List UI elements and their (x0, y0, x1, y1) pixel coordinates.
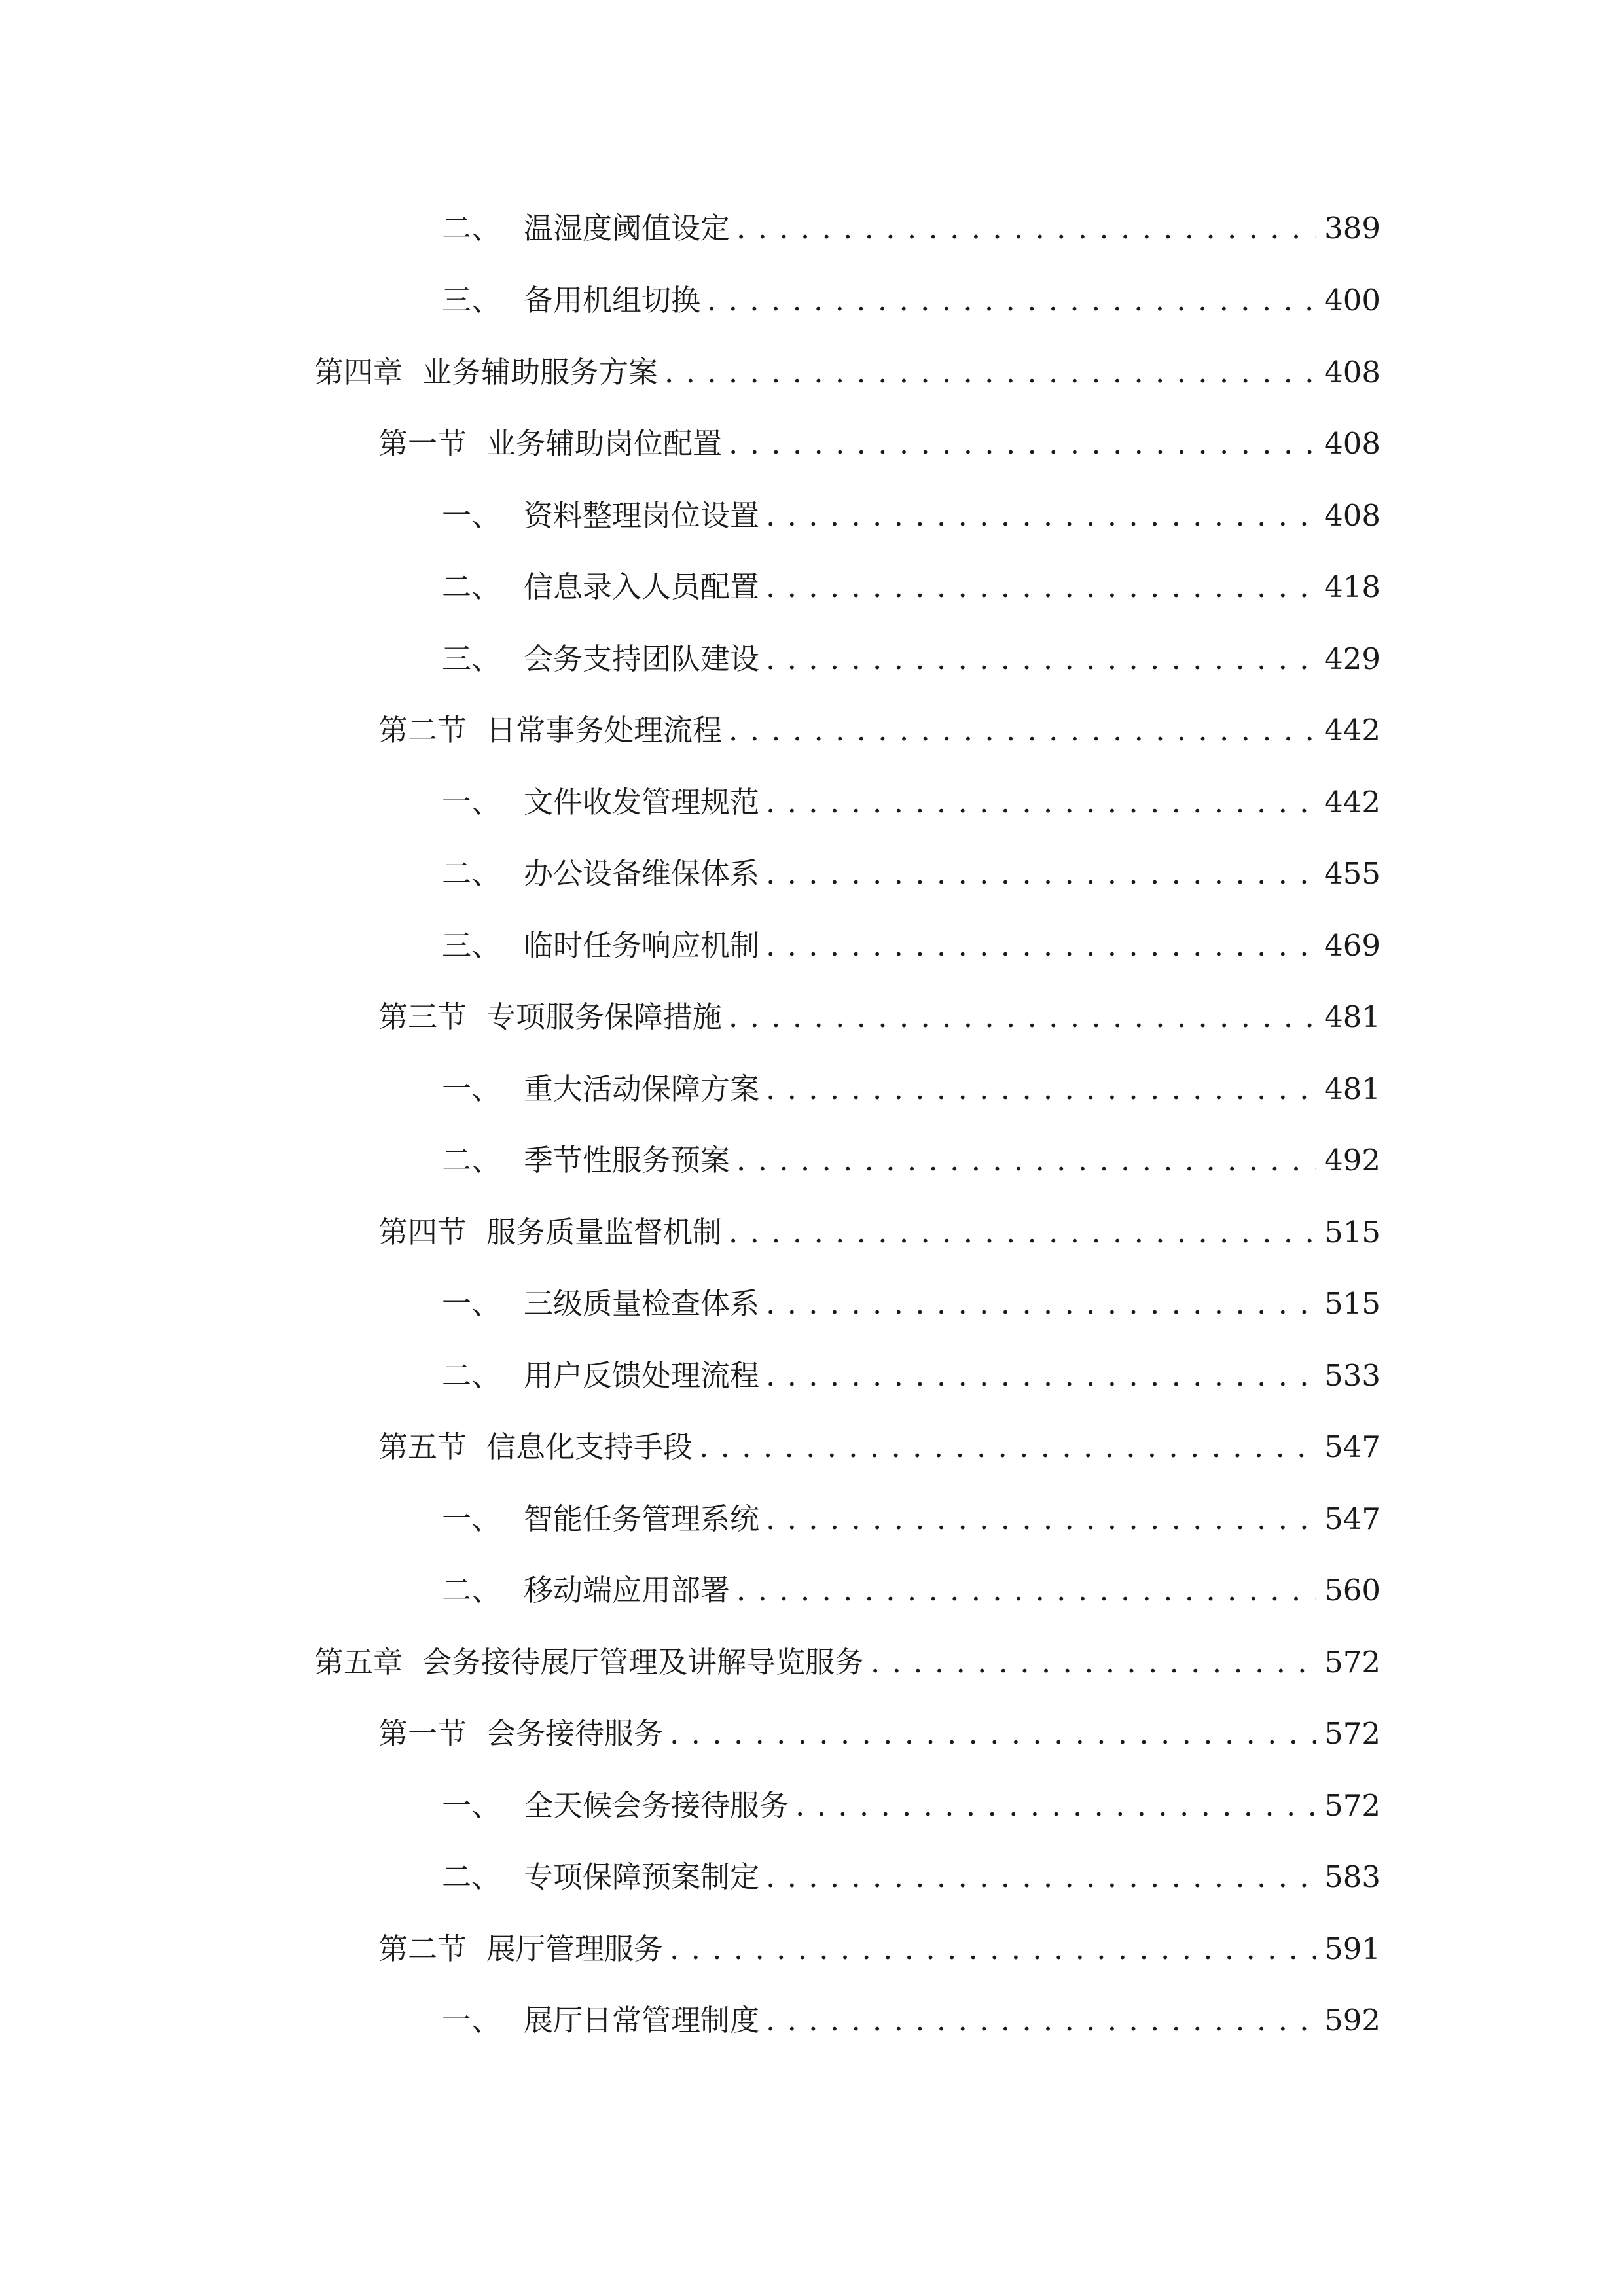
dot-leader (670, 1926, 1316, 1972)
toc-chapter-title: 会务接待展厅管理及讲解导览服务 (422, 1645, 865, 1679)
toc-entry-label (442, 1496, 759, 1542)
toc-entry-page-number: 560 (1324, 1573, 1380, 1607)
toc-entry-number: 三、 (442, 283, 501, 317)
toc-entry[interactable] (442, 851, 1380, 897)
toc-entry-label (442, 1353, 759, 1399)
toc-entry-page-number: 481 (1324, 1071, 1380, 1106)
dot-leader (766, 636, 1316, 682)
toc-entry-label (378, 708, 722, 753)
toc-entry-page-number: 469 (1324, 928, 1380, 963)
toc-entry-number: 三、 (442, 928, 501, 963)
toc-entry[interactable] (442, 636, 1380, 682)
toc-entry-page-number: 533 (1324, 1358, 1380, 1393)
toc-entry-number: 一、 (442, 2003, 501, 2037)
toc-entry[interactable] (442, 278, 1380, 323)
toc-entry-label (378, 1210, 722, 1255)
toc-entry-title: 重大活动保障方案 (524, 1071, 760, 1106)
toc-entry-page-number: 572 (1324, 1716, 1380, 1751)
dot-leader (736, 1138, 1316, 1183)
dot-leader (766, 1998, 1316, 2043)
dot-leader (766, 493, 1316, 539)
toc-section-number: 第一节 (378, 426, 467, 461)
dot-leader (766, 923, 1316, 969)
toc-entry-title: 展厅日常管理制度 (524, 2003, 760, 2037)
toc-entry[interactable] (442, 1783, 1380, 1829)
toc-entry-number: 一、 (442, 785, 501, 819)
toc-entry-number: 一、 (442, 1286, 501, 1321)
toc-entry-label (442, 1854, 759, 1900)
toc-entry-page-number: 429 (1324, 641, 1380, 676)
toc-section-number: 第四节 (378, 1215, 467, 1249)
toc-entry[interactable] (442, 1066, 1380, 1112)
toc-entry[interactable] (442, 1281, 1380, 1327)
toc-section-entry[interactable] (378, 708, 1380, 753)
toc-entry-title: 全天候会务接待服务 (524, 1788, 789, 1823)
toc-entry[interactable] (442, 1568, 1380, 1613)
dot-leader (871, 1640, 1316, 1685)
toc-entry-label (442, 1281, 759, 1327)
dot-leader (664, 350, 1316, 395)
toc-entry-page-number: 492 (1324, 1143, 1380, 1177)
toc-entry-number: 二、 (442, 1143, 501, 1177)
toc-section-title: 信息化支持手段 (486, 1429, 693, 1464)
toc-entry-label (442, 1138, 730, 1183)
toc-section-number: 第三节 (378, 999, 467, 1034)
toc-section-title: 服务质量监督机制 (486, 1215, 723, 1249)
toc-entry-title: 信息录入人员配置 (524, 569, 760, 604)
dot-leader (766, 1854, 1316, 1900)
toc-entry-page-number: 583 (1324, 1859, 1380, 1894)
toc-entry[interactable] (442, 1496, 1380, 1542)
toc-entry-number: 三、 (442, 641, 501, 676)
toc-entry-page-number: 547 (1324, 1501, 1380, 1536)
toc-section-entry[interactable] (378, 1711, 1380, 1757)
toc-entry-title: 专项保障预案制定 (524, 1859, 760, 1894)
toc-entry-label (442, 923, 759, 969)
toc-entry[interactable] (442, 206, 1380, 251)
toc-entry-label (378, 994, 722, 1040)
toc-entry-number: 二、 (442, 1859, 501, 1894)
toc-entry-label (442, 278, 700, 323)
toc-entry-page-number: 408 (1324, 355, 1380, 389)
toc-entry[interactable] (442, 1353, 1380, 1399)
toc-entry-label (314, 1640, 864, 1685)
toc-entry-label (442, 780, 759, 825)
toc-entry-page-number: 515 (1324, 1286, 1380, 1321)
toc-entry-label (442, 564, 759, 610)
toc-entry-page-number: 572 (1324, 1645, 1380, 1679)
toc-entry-label (442, 851, 759, 897)
dot-leader (729, 994, 1316, 1040)
toc-entry-page-number: 418 (1324, 569, 1380, 604)
dot-leader (766, 780, 1316, 825)
dot-leader (795, 1783, 1316, 1829)
toc-section-title: 专项服务保障措施 (486, 999, 723, 1034)
toc-entry-page-number: 547 (1324, 1429, 1380, 1464)
dot-leader (736, 206, 1316, 251)
toc-entry-number: 二、 (442, 569, 501, 604)
toc-entry-page-number: 442 (1324, 785, 1380, 819)
dot-leader (699, 1424, 1316, 1470)
toc-chapter-number: 第五章 (314, 1645, 403, 1679)
toc-entry-title: 智能任务管理系统 (524, 1501, 760, 1536)
toc-section-entry[interactable] (378, 1926, 1380, 1972)
toc-entry-page-number: 455 (1324, 856, 1380, 891)
toc-entry-page-number: 408 (1324, 498, 1380, 533)
toc-entry[interactable] (442, 1998, 1380, 2043)
toc-entry-label (378, 1926, 663, 1972)
toc-entry-title: 三级质量检查体系 (524, 1286, 760, 1321)
toc-entry-number: 二、 (442, 1573, 501, 1607)
toc-section-entry[interactable] (378, 1210, 1380, 1255)
toc-entry-title: 会务支持团队建设 (524, 641, 760, 676)
dot-leader (670, 1711, 1316, 1757)
dot-leader (766, 851, 1316, 897)
dot-leader (766, 1496, 1316, 1542)
toc-entry-label (442, 1998, 759, 2043)
dot-leader (766, 564, 1316, 610)
dot-leader (729, 1210, 1316, 1255)
toc-entry-title: 季节性服务预案 (524, 1143, 731, 1177)
toc-entry-page-number: 400 (1324, 283, 1380, 317)
toc-entry[interactable] (442, 564, 1380, 610)
toc-entry-title: 温湿度阈值设定 (524, 211, 731, 245)
dot-leader (736, 1568, 1316, 1613)
toc-chapter-entry[interactable] (314, 350, 1380, 395)
toc-entry-page-number: 408 (1324, 426, 1380, 461)
toc-entry-title: 备用机组切换 (524, 283, 701, 317)
toc-section-title: 日常事务处理流程 (486, 713, 723, 747)
toc-entry-page-number: 592 (1324, 2003, 1380, 2037)
toc-entry-title: 办公设备维保体系 (524, 856, 760, 891)
toc-entry-label (442, 206, 730, 251)
toc-entry-number: 一、 (442, 1501, 501, 1536)
toc-entry-title: 移动端应用部署 (524, 1573, 731, 1607)
toc-entry-number: 二、 (442, 211, 501, 245)
toc-entry-page-number: 481 (1324, 999, 1380, 1034)
toc-entry-title: 资料整理岗位设置 (524, 498, 760, 533)
toc-section-number: 第二节 (378, 713, 467, 747)
toc-entry-label (442, 636, 759, 682)
toc-entry-page-number: 572 (1324, 1788, 1380, 1823)
toc-section-entry[interactable] (378, 1424, 1380, 1470)
toc-entry-page-number: 442 (1324, 713, 1380, 747)
toc-chapter-title: 业务辅助服务方案 (422, 355, 659, 389)
toc-chapter-entry[interactable] (314, 1640, 1380, 1685)
toc-entry[interactable] (442, 1138, 1380, 1183)
toc-section-number: 第五节 (378, 1429, 467, 1464)
toc-entry-number: 一、 (442, 1071, 501, 1106)
dot-leader (766, 1281, 1316, 1327)
dot-leader (766, 1066, 1316, 1112)
toc-section-number: 第一节 (378, 1716, 467, 1751)
toc-entry-page-number: 591 (1324, 1931, 1380, 1966)
toc-section-number: 第二节 (378, 1931, 467, 1966)
toc-entry[interactable] (442, 493, 1380, 539)
toc-entry-number: 二、 (442, 1358, 501, 1393)
toc-chapter-number: 第四章 (314, 355, 403, 389)
toc-section-title: 会务接待服务 (486, 1716, 664, 1751)
toc-entry-number: 二、 (442, 856, 501, 891)
toc-entry-page-number: 389 (1324, 211, 1380, 245)
toc-section-entry[interactable] (378, 421, 1380, 467)
toc-entry-label (442, 1066, 759, 1112)
dot-leader (766, 1353, 1316, 1399)
toc-section-title: 展厅管理服务 (486, 1931, 664, 1966)
toc-entry-label (442, 1783, 789, 1829)
toc-entry-label (378, 1424, 693, 1470)
toc-entry[interactable] (442, 780, 1380, 825)
toc-section-entry[interactable] (378, 994, 1380, 1040)
toc-entry-label (442, 493, 759, 539)
dot-leader (729, 708, 1316, 753)
toc-section-title: 业务辅助岗位配置 (486, 426, 723, 461)
toc-entry-title: 用户反馈处理流程 (524, 1358, 760, 1393)
toc-entry[interactable] (442, 923, 1380, 969)
toc-entry-page-number: 515 (1324, 1215, 1380, 1249)
toc-entry-label (378, 421, 722, 467)
toc-entry-title: 临时任务响应机制 (524, 928, 760, 963)
toc-entry-title: 文件收发管理规范 (524, 785, 760, 819)
toc-entry-label (442, 1568, 730, 1613)
toc-entry-number: 一、 (442, 498, 501, 533)
dot-leader (707, 278, 1316, 323)
toc-entry-label (314, 350, 658, 395)
toc-entry[interactable] (442, 1854, 1380, 1900)
toc-entry-label (378, 1711, 663, 1757)
dot-leader (729, 421, 1316, 467)
toc-entry-number: 一、 (442, 1788, 501, 1823)
